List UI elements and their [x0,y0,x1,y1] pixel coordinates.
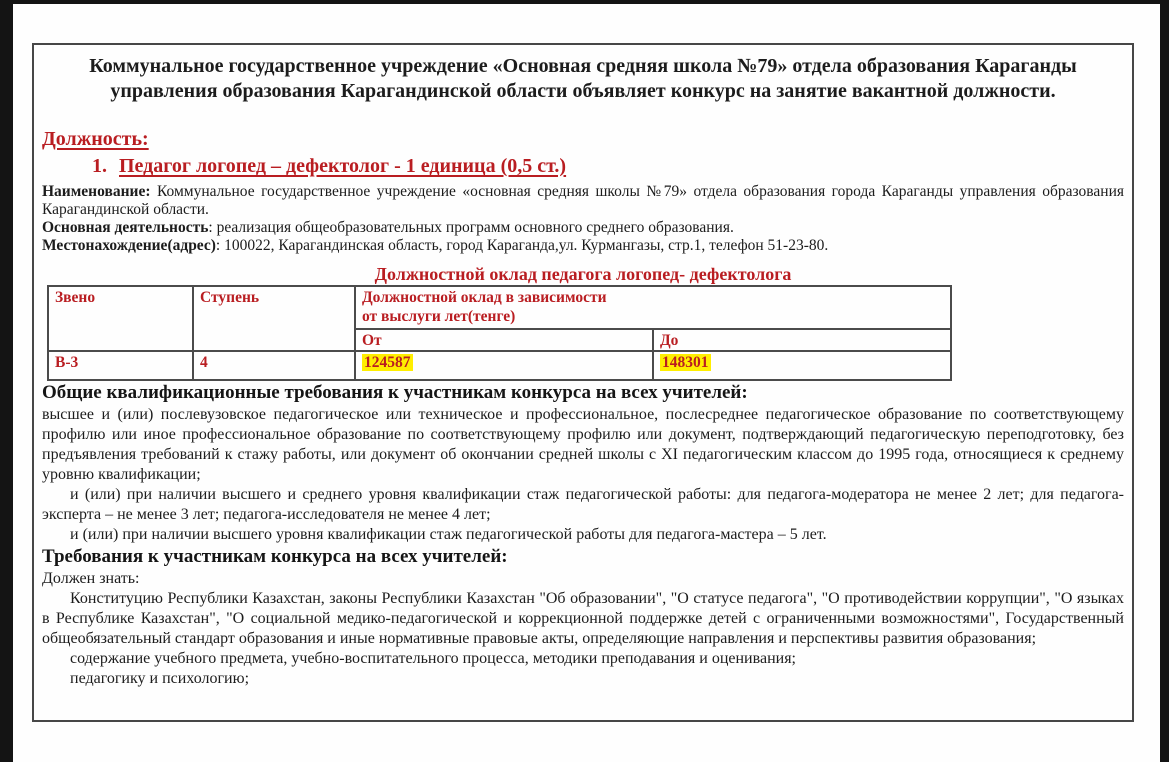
detail-naimenovanie-label: Наименование: [42,183,151,200]
detail-naimenovanie [42,183,1124,219]
requirements-paragraph-2: содержание учебного предмета, учебно-воспитательного процесса, методики преподавания и оценивания; [70,650,796,667]
detail-deyatelnost [42,219,1124,237]
salary-table-data-row [48,351,951,380]
salary-header-salary-line1: Должностной оклад в зависимости [362,289,607,306]
position-item-title: Педагог логопед – дефектолог - 1 единица (0,5 ст.) [119,155,567,177]
document-title-line2: управления образования Карагандинской области объявляет конкурс на занятие вакантной должности. [110,80,1056,102]
document-title-line1: Коммунальное государственное учреждение «Основная средняя школа №79» отдела образования Караганды [89,55,1077,77]
detail-naimenovanie-text: Коммунальное государственное учреждение «основная средняя школы №79» отдела образования города Караганды управления образования Карагандинской области. [42,183,1124,218]
salary-header-to: До [653,329,951,351]
general-requirements-heading: Общие квалификационные требования к участникам конкурса на всех учителей: [42,382,748,403]
document-page [32,43,1134,722]
salary-value-from [355,351,653,380]
salary-table [47,285,952,381]
detail-address [42,237,1124,255]
detail-address-text: : 100022, Карагандинская область, город Караганда,ул. Курмангазы, стр.1, телефон 51-23-80. [215,237,829,254]
salary-value-zveno: В-3 [48,351,193,380]
detail-deyatelnost-label: Основная деятельность [42,219,209,236]
general-requirements-paragraph-3: и (или) при наличии высшего уровня квалификации стаж педагогической работы для педагога-мастера – 5 лет. [70,526,827,543]
position-item-number: 1. [92,155,107,177]
requirements-paragraph-1: Конституцию Республики Казахстан, законы Республики Казахстан "Об образовании", "О статусе педагога", "О противодействии коррупции", "О языках в Республике Казахстан", "О социальной медико-педагогической и коррекционной поддержке детей с ограниченными возможностями", Государственный общеобязательный стандарт образования и иные нормативные правовые акты, определяющие направления и перспективы развития образования; [42,590,1124,647]
detail-deyatelnost-text: : реализация общеобразовательных программ основного среднего образования. [208,219,734,236]
salary-table-title: Должностной оклад педагога логопед- дефектолога [374,264,792,284]
requirements-heading: Требования к участникам конкурса на всех учителей: [42,546,508,567]
position-section [42,127,1124,151]
detail-address-label: Местонахождение(адрес) [42,237,216,254]
salary-value-stupen: 4 [193,351,355,380]
general-requirements-paragraph-2: и (или) при наличии высшего и среднего уровня квалификации стаж педагогической работы: для педагога-модератора не менее 2 лет; для педагога-эксперта – не менее 3 лет; педагога-исследователя не менее 4 лет; [42,486,1124,523]
requirements-intro: Должен знать: [42,570,140,587]
position-details [42,183,1124,255]
general-requirements-paragraph-1: высшее и (или) послевузовское педагогическое или техническое и профессиональное, послесреднее педагогическое образование по соответствующему профилю или иное профессиональное образование по соответствующему профилю или документ, подтверждающий педагогическую переподготовку, без предъявления требований к стажу работы, или документ об окончании средней школы с XI педагогическим классом до 1995 года, относящиеся к среднему уровню квалификации; [42,406,1124,483]
salary-table-header-row [48,286,951,329]
salary-header-from: От [355,329,653,351]
position-heading: Должность: [42,128,149,150]
right-black-bar [1160,0,1169,762]
position-item [42,154,1124,179]
salary-header-zveno: Звено [48,286,193,351]
salary-header-salary-line2: от выслуги лет(тенге) [362,308,516,325]
salary-value-to-highlight: 148301 [662,354,709,371]
salary-value-from-highlight: 124587 [364,354,411,371]
top-black-bar [0,0,1169,4]
document-title [42,54,1124,104]
left-black-bar [0,0,13,762]
salary-value-to [653,351,951,380]
salary-header-stupen: Ступень [193,286,355,351]
requirements-paragraph-3: педагогику и психологию; [70,670,250,687]
salary-header-salary [355,286,951,329]
